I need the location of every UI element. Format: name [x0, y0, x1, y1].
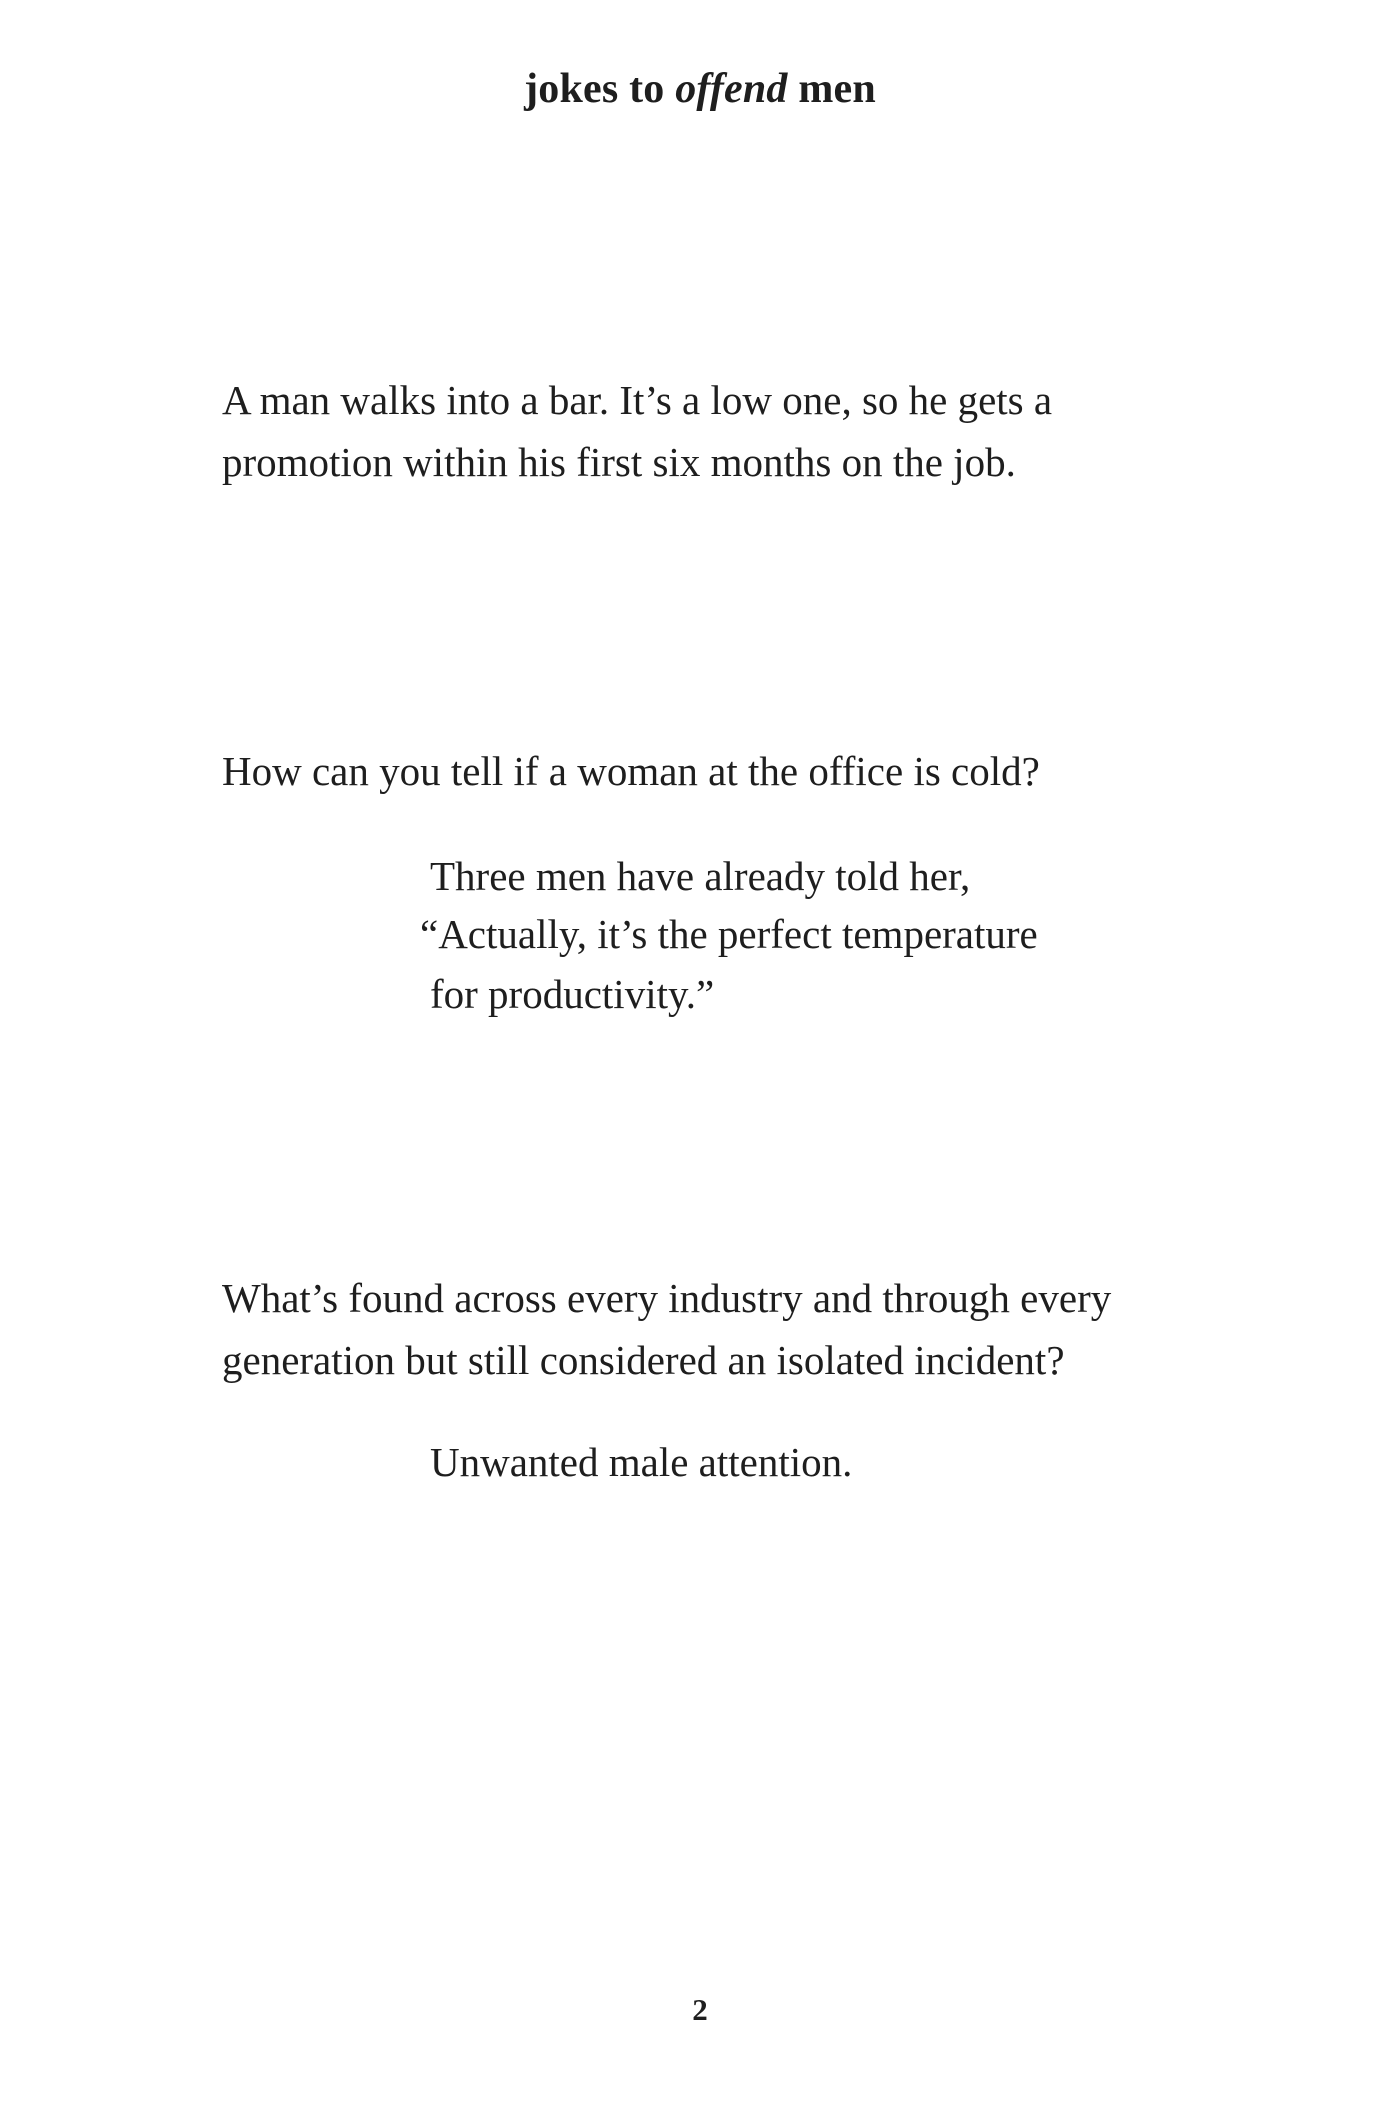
joke-setup-line: How can you tell if a woman at the office is cold? — [222, 748, 1040, 794]
joke-setup-line: What’s found across every industry and through every — [222, 1275, 1112, 1321]
joke-setup-line: promotion within his first six months on the job. — [222, 439, 1016, 485]
joke-punchline-line: for productivity.” — [430, 971, 715, 1017]
joke-setup-line: A man walks into a bar. It’s a low one, so he gets a — [222, 377, 1053, 423]
joke-punchline-line: Unwanted male attention. — [430, 1439, 853, 1485]
joke-setup-line: generation but still considered an isolated incident? — [222, 1337, 1065, 1383]
running-head-pre: jokes to — [524, 66, 676, 112]
page-number: 2 — [692, 1992, 708, 2027]
running-head-post: men — [787, 66, 876, 112]
running-head — [0, 62, 1400, 116]
joke-punchline-line: “Actually, it’s the perfect temperature — [420, 911, 1038, 957]
running-head-emphasis: offend — [675, 66, 788, 112]
joke-punchline-line: Three men have already told her, — [430, 853, 971, 899]
